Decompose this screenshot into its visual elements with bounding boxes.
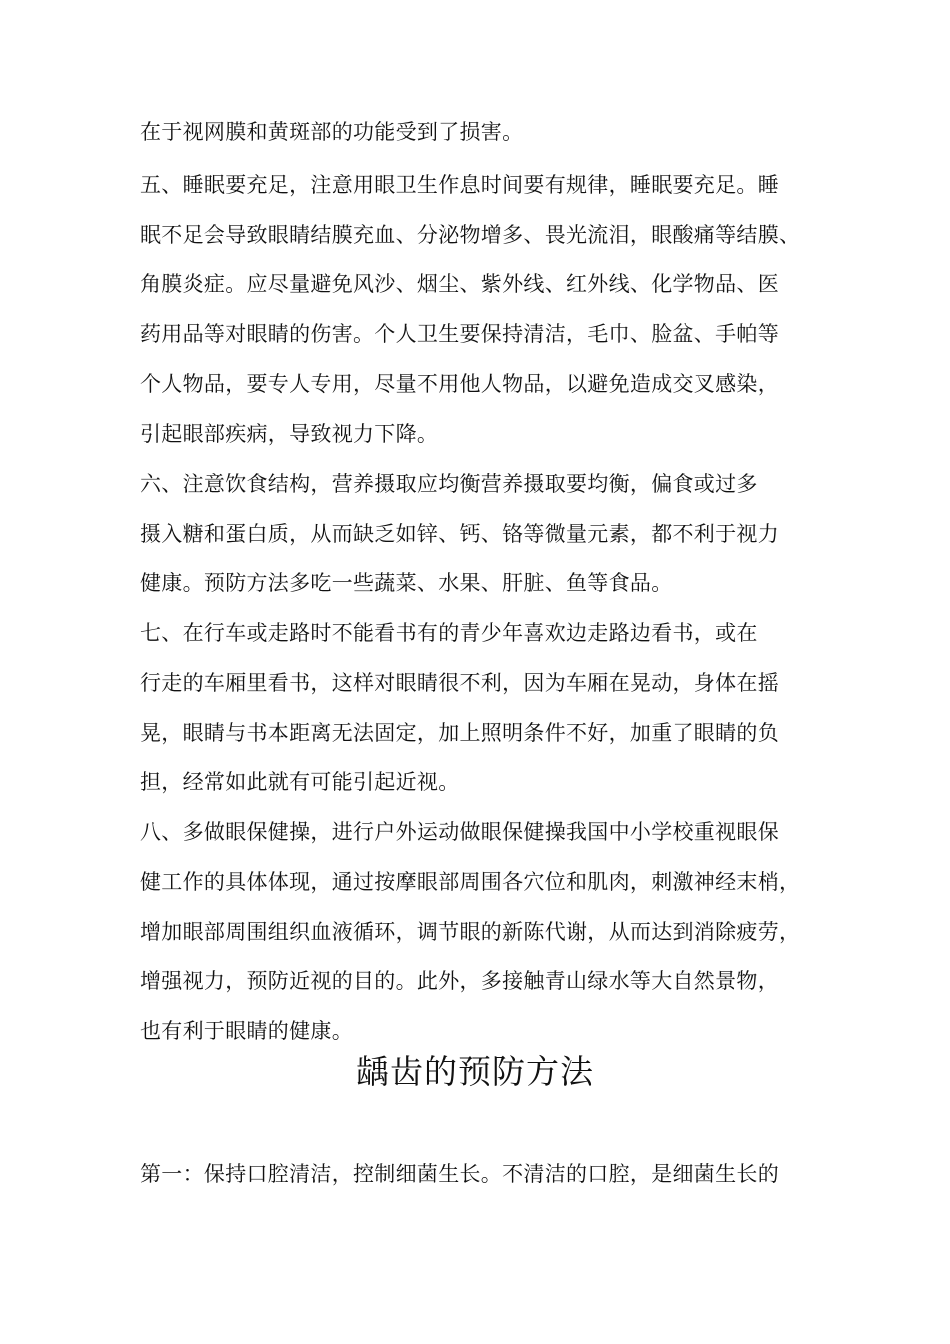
text-line: 担，经常如此就有可能引起近视。	[140, 770, 460, 794]
text-line: 眠不足会导致眼睛结膜充血、分泌物增多、畏光流泪，眼酸痛等结膜、	[140, 223, 801, 247]
text-line: 行走的车厢里看书，这样对眼睛很不利，因为车厢在晃动，身体在摇	[140, 671, 779, 695]
text-line: 在于视网膜和黄斑部的功能受到了损害。	[140, 120, 524, 144]
text-line: 增加眼部周围组织血液循环，调节眼的新陈代谢，从而达到消除疲劳，	[140, 920, 801, 944]
text-line: 引起眼部疾病，导致视力下降。	[140, 422, 439, 446]
text-line: 药用品等对眼睛的伤害。个人卫生要保持清洁，毛巾、脸盆、手帕等	[140, 322, 779, 346]
text-line: 健工作的具体体现，通过按摩眼部周围各穴位和肌肉，刺激神经末梢，	[140, 870, 801, 894]
text-line: 健康。预防方法多吃一些蔬菜、水果、肝脏、鱼等食品。	[140, 571, 673, 595]
text-line: 五、睡眠要充足，注意用眼卫生作息时间要有规律，睡眠要充足。睡	[140, 173, 779, 197]
text-line: 第一：保持口腔清洁，控制细菌生长。不清洁的口腔，是细菌生长的	[140, 1162, 779, 1186]
text-line: 晃，眼睛与书本距离无法固定，加上照明条件不好，加重了眼睛的负	[140, 721, 779, 745]
section-title: 龋齿的预防方法	[356, 1052, 594, 1091]
text-line: 增强视力，预防近视的目的。此外，多接触青山绿水等大自然景物，	[140, 969, 779, 993]
text-line: 个人物品，要专人专用，尽量不用他人物品，以避免造成交叉感染，	[140, 372, 779, 396]
text-line: 摄入糖和蛋白质，从而缺乏如锌、钙、铬等微量元素，都不利于视力	[140, 522, 779, 546]
text-line: 六、注意饮食结构，营养摄取应均衡营养摄取要均衡，偏食或过多	[140, 472, 758, 496]
text-line: 角膜炎症。应尽量避免风沙、烟尘、紫外线、红外线、化学物品、医	[140, 272, 779, 296]
text-line: 八、多做眼保健操，进行户外运动做眼保健操我国中小学校重视眼保	[140, 820, 779, 844]
text-line: 也有利于眼睛的健康。	[140, 1019, 353, 1043]
text-line: 七、在行车或走路时不能看书有的青少年喜欢边走路边看书，或在	[140, 621, 758, 645]
